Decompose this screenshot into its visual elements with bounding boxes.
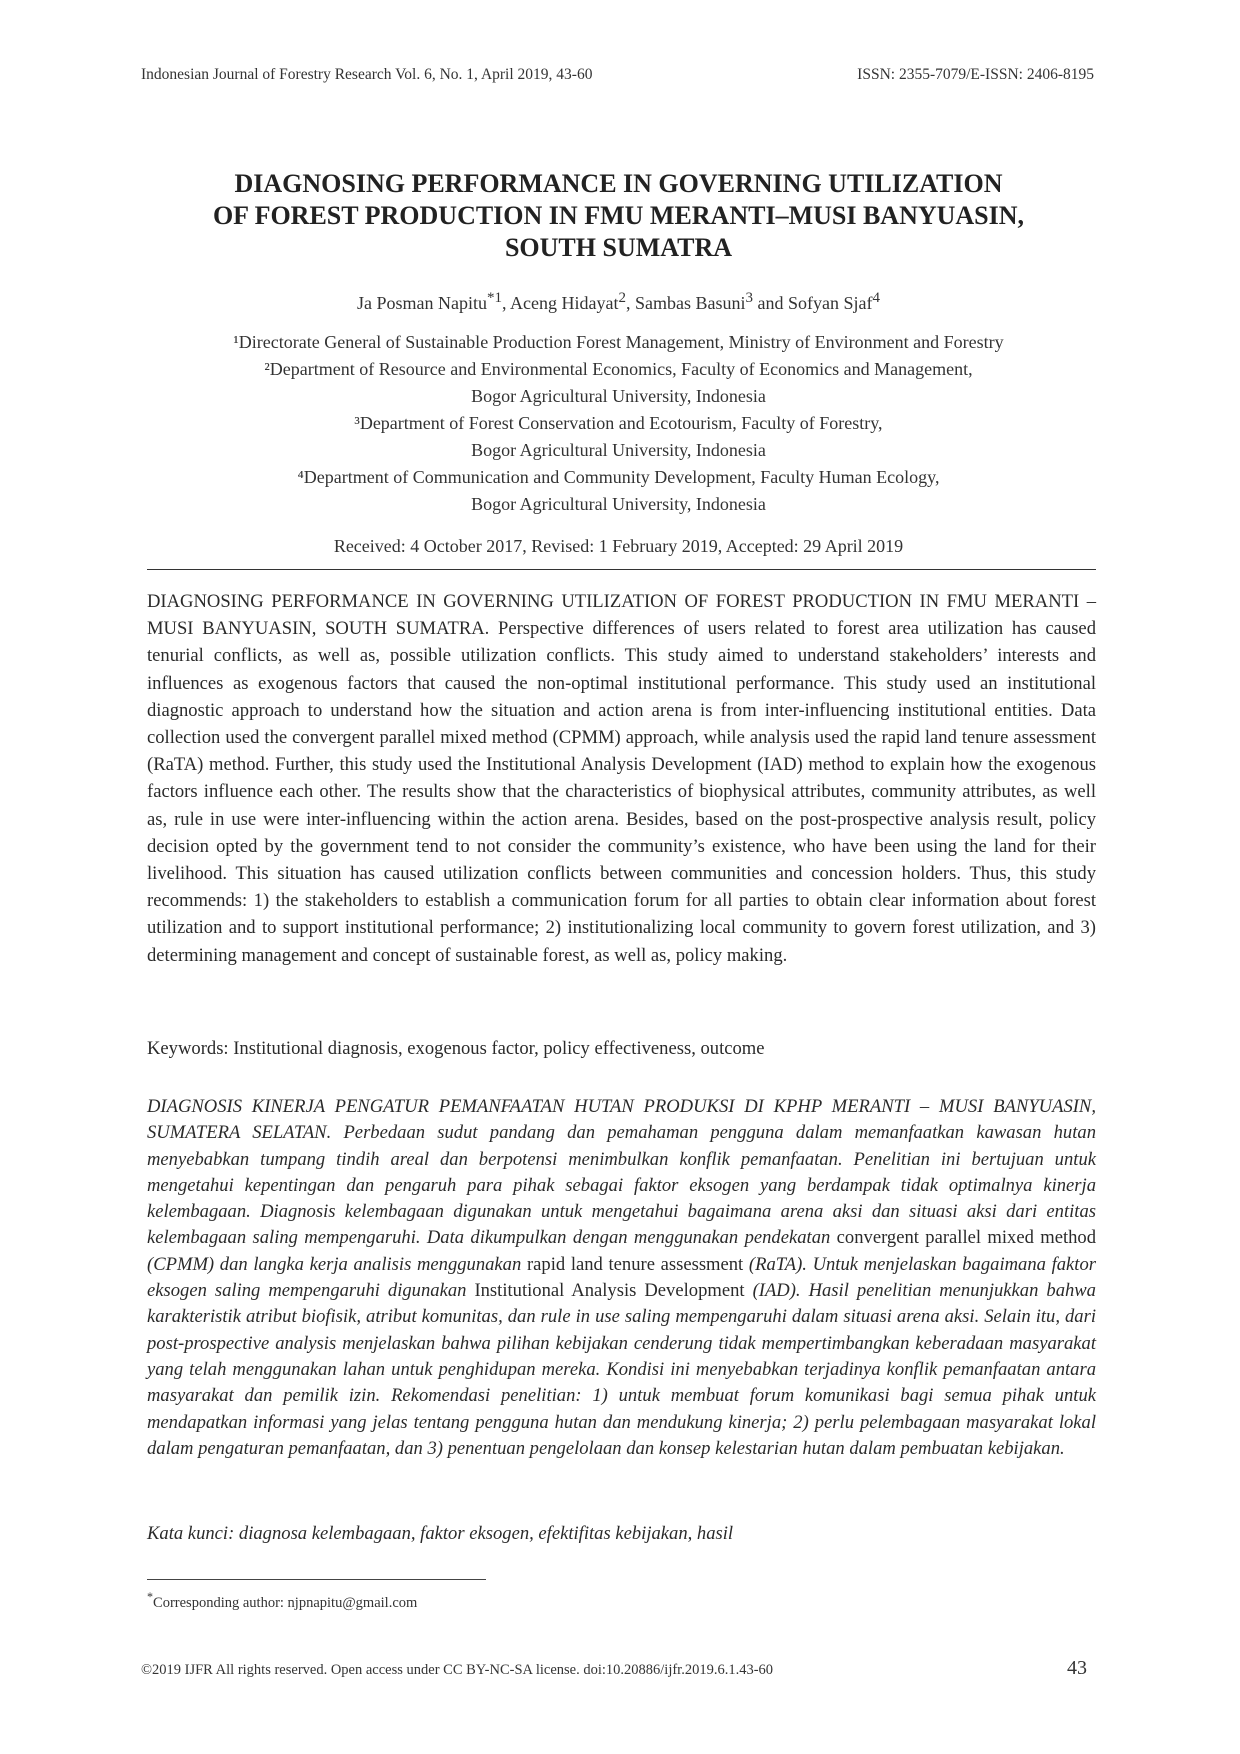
abstract-indonesian-term: rapid land tenure assessment (526, 1253, 744, 1275)
section-divider (147, 569, 1096, 570)
title-line-1: DIAGNOSING PERFORMANCE IN GOVERNING UTILIZATION (234, 169, 1003, 198)
footnote-divider (147, 1579, 486, 1580)
abstract-indonesian (147, 1094, 1096, 1462)
footnote-marker: * (147, 1590, 154, 1604)
author-list: Ja Posman Napitu$^{*1}$, Aceng Hidayat$^2$, Sambas Basuni$^3$ and Sofyan Sjaf$^4$ (357, 290, 880, 313)
title-line-2: OF FOREST PRODUCTION IN FMU MERANTI–MUSI BANYUASIN, (212, 201, 1025, 230)
page-footer (141, 1657, 1087, 1680)
copyright-notice: ©2019 IJFR All rights reserved. Open access under CC BY-NC-SA license. doi:10.20886/ijfr.2019.6.1.43-60 (141, 1662, 774, 1678)
affiliation-line: Bogor Agricultural University, Indonesia (471, 440, 766, 460)
keywords-english: Keywords: Institutional diagnosis, exogenous factor, policy effectiveness, outcome (147, 1038, 765, 1059)
author-1: Ja Posman Napitu (357, 293, 487, 313)
running-head (141, 66, 1094, 84)
author-conjunction: and (757, 293, 784, 313)
page-number: 43 (1067, 1657, 1087, 1679)
abstract-indonesian-part: (IAD). Hasil penelitian menunjukkan bahwa karakteristik atribut biofisik, atribut komunitas, dan rule in use saling mempengaruhi dalam situasi arena aksi. Selain itu, dari post-prospective analysis menjelaskan bahwa pilihan kebijakan cenderung tidak mempertimbangkan keberadaan masyarakat yang telah menggunakan lahan untuk penghidupan mereka. Kondisi ini menyebabkan terjadinya konflik pemanfaatan antara masyarakat dan pemilik izin. Rekomendasi penelitian: 1) untuk membuat forum komunikasi bagi semua pihak untuk mendapatkan informasi yang jelas tentang pengguna hutan dan mendukung kinerja; 2) perlu pelembagaan masyarakat lokal dalam pengaturan pemanfaatan, dan 3) penentuan pengelolaan dan konsep kelestarian hutan dalam pembuatan kebijakan. (147, 1280, 1096, 1459)
author-4: Sofyan Sjaf (787, 293, 873, 313)
affiliation-line: Bogor Agricultural University, Indonesia (471, 386, 766, 406)
keywords-indonesian: Kata kunci: diagnosa kelembagaan, faktor eksogen, efektifitas kebijakan, hasil (147, 1523, 734, 1544)
abstract-indonesian-part: (CPMM) dan langka kerja analisis menggunakan (147, 1253, 522, 1275)
affiliations (141, 329, 1096, 518)
abstract-indonesian-part: (RaTA). Untuk menjelaskan bagaimana faktor eksogen saling mempengaruhi digunakan (147, 1253, 1097, 1302)
affiliation-line: ³Department of Forest Conservation and Ecotourism, Faculty of Forestry, (354, 413, 883, 433)
journal-citation: Indonesian Journal of Forestry Research Vol. 6, No. 1, April 2019, 43-60 (141, 66, 593, 83)
corresponding-author-note (147, 1590, 417, 1612)
paper-title (141, 168, 1096, 264)
affiliation-line: ¹Directorate General of Sustainable Production Forest Management, Ministry of Environment and Forestry (233, 332, 1004, 352)
author-3-affil: 3 (745, 290, 753, 306)
article-dates: Received: 4 October 2017, Revised: 1 February 2019, Accepted: 29 April 2019 (333, 536, 904, 556)
abstract-indonesian-part: DIAGNOSIS KINERJA PENGATUR PEMANFAATAN HUTAN PRODUKSI DI KPHP MERANTI – MUSI BANYUASIN, SUMATERA SELATAN. Perbedaan sudut pandang dan pemahaman pengguna dalam memanfaatkan kawasan hutan menyebabkan tumpang tindih areal dan berpotensi menimbulkan konflik pemanfaatan. Penelitian ini bertujuan untuk mengetahui kepentingan dan pengaruh para pihak sebagai faktor eksogen yang berdampak tidak optimalnya kinerja kelembagaan. Diagnosis kelembagaan digunakan untuk mengetahui bagaimana arena aksi dan situasi aksi dari entitas kelembagaan saling mempengaruhi. Data dikumpulkan dengan menggunakan pendekatan (147, 1096, 1096, 1249)
title-line-3: SOUTH SUMATRA (504, 233, 733, 262)
author-1-affil: *1 (487, 290, 502, 306)
affiliation-line: ²Department of Resource and Environmental Economics, Faculty of Economics and Management, (264, 359, 973, 379)
abstract-indonesian-term: convergent parallel mixed method (836, 1227, 1097, 1249)
abstract-english: DIAGNOSING PERFORMANCE IN GOVERNING UTILIZATION OF FOREST PRODUCTION IN FMU MERANTI –MUSI BANYUASIN, SOUTH SUMATRA. Perspective differences of users related to forest area utilization has caused tenurial conflicts, as well as, possible utilization conflicts. This study aimed to understand stakeholders’ interests and influences as exogenous factors that caused the non-optimal institutional performance. This study used an institutional diagnostic approach to understand how the situation and action arena is from inter-influencing institutional entities. Data collection used the convergent parallel mixed method (CPMM) approach, while analysis used the rapid land tenure assessment (RaTA) method. Further, this study used the Institutional Analysis Development (IAD) method to explain how the exogenous factors influence each other. The results show that the characteristics of biophysical attributes, community attributes, as well as, rule in use were inter-influencing within the action arena. Besides, based on the post-prospective analysis result, policy decision opted by the government tend to not consider the community’s existence, who have been using the land for their livelihood. This situation has caused utilization conflicts between communities and concession holders. Thus, this study recommends: 1) the stakeholders to establish a communication forum for all parties to obtain clear information about forest utilization and to support institutional performance; 2) institutionalizing local community to govern forest utilization, and 3) determining management and concept of sustainable forest, as well as, policy making. (147, 591, 1096, 966)
author-2-affil: 2 (618, 290, 626, 306)
author-4-affil: 4 (872, 290, 880, 306)
issn: ISSN: 2355-7079/E-ISSN: 2406-8195 (857, 66, 1094, 83)
affiliation-line: Bogor Agricultural University, Indonesia (471, 494, 766, 514)
affiliation-line: ⁴Department of Communication and Community Development, Faculty Human Ecology, (297, 467, 940, 487)
footnote-text: Corresponding author: njpnapitu@gmail.com (153, 1594, 418, 1611)
author-3: Sambas Basuni (634, 293, 746, 313)
abstract-indonesian-term: Institutional Analysis Development (474, 1280, 745, 1302)
author-2: Aceng Hidayat (510, 293, 619, 313)
